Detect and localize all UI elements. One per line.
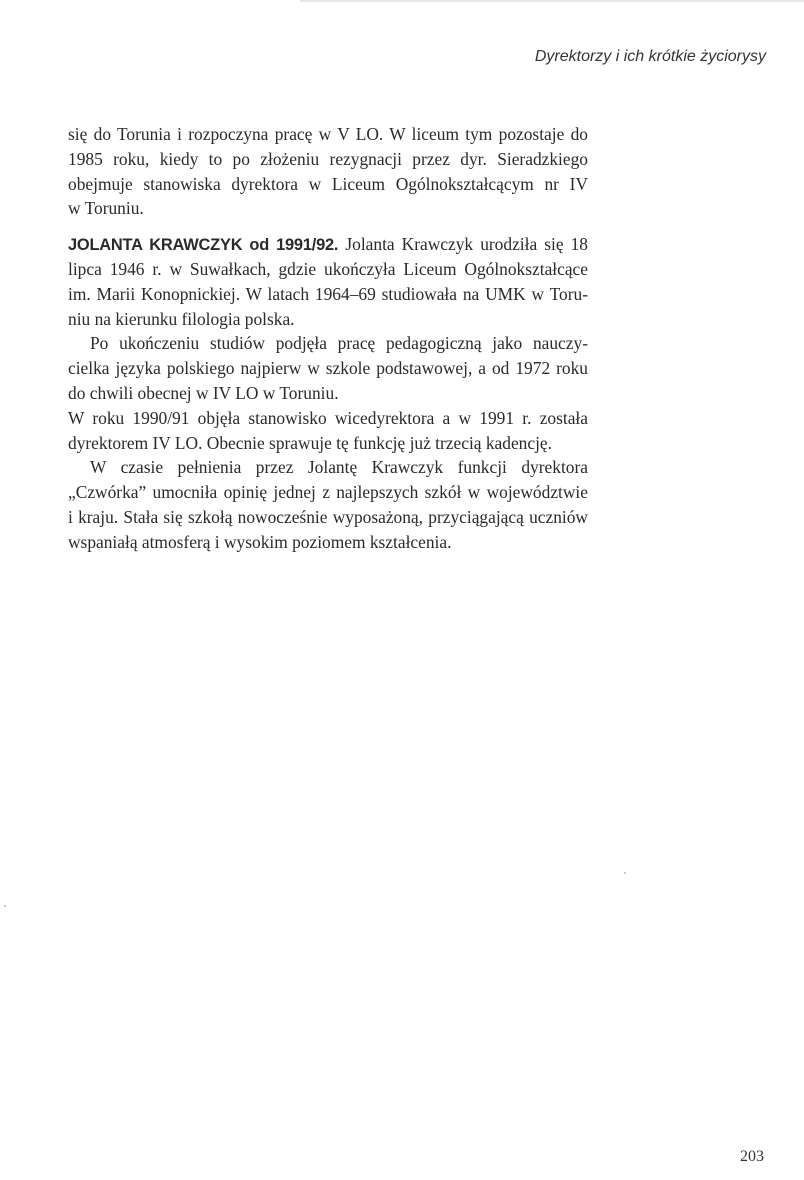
section-heading: JOLANTA KRAWCZYK od 1991/92. [68,236,339,255]
text-line: i kraju. Stała się szkołą nowocześnie wyposażoną, przyciągającą uczniów [68,506,588,527]
page-body [68,122,588,555]
running-header: Dyrektorzy i ich krótkie życiorysy [534,48,766,65]
scan-speck [624,872,626,874]
text-line: się do Torunia i rozpoczyna pracę w V LO. W liceum tym pozostaje do [68,124,588,144]
section-gap [68,221,588,232]
text-line: „Czwórka” umocniła opinię jednej z najlepszych szkół w województwie [68,482,588,503]
scan-speck [4,905,6,907]
section-first-line [68,232,588,257]
text-line: W czasie pełnienia przez Jolantę Krawczyk funkcji dyrektora [90,457,588,478]
text-line: dyrektorem IV LO. Obecnie sprawuje tę funkcję już trzecią kadencję. [68,432,552,453]
header-rule [300,0,804,2]
text-line: im. Marii Konopnickiej. W latach 1964–69 studiowała na UMK w Toru- [68,283,588,304]
text-line: niu na kierunku filologia polska. [68,308,295,329]
text-line: cielka języka polskiego najpierw w szkole podstawowej, a od 1972 roku [68,358,588,379]
section-first-line-text: Jolanta Krawczyk urodziła się 18 [338,234,588,255]
text-line: wspaniałą atmosferą i wysokim poziomem kształcenia. [68,531,452,552]
text-line: lipca 1946 r. w Suwałkach, gdzie ukończyła Liceum Ogólnokształcące [68,258,588,279]
text-line: obejmuje stanowiska dyrektora w Liceum Ogólnokształcącym nr IV [68,173,588,194]
section-jolanta-krawczyk [68,232,588,554]
text-line: 1985 roku, kiedy to po złożeniu rezygnacji przez dyr. Sieradzkiego [68,148,588,169]
text-line: w Toruniu. [68,198,144,219]
page-number: 203 [740,1148,764,1165]
text-line: do chwili obecnej w IV LO w Toruniu. [68,382,339,403]
paragraph-continued [68,122,588,221]
text-line: W roku 1990/91 objęła stanowisko wicedyrektora a w 1991 r. została [68,407,588,428]
text-line: Po ukończeniu studiów podjęła pracę pedagogiczną jako nauczy- [90,333,588,354]
